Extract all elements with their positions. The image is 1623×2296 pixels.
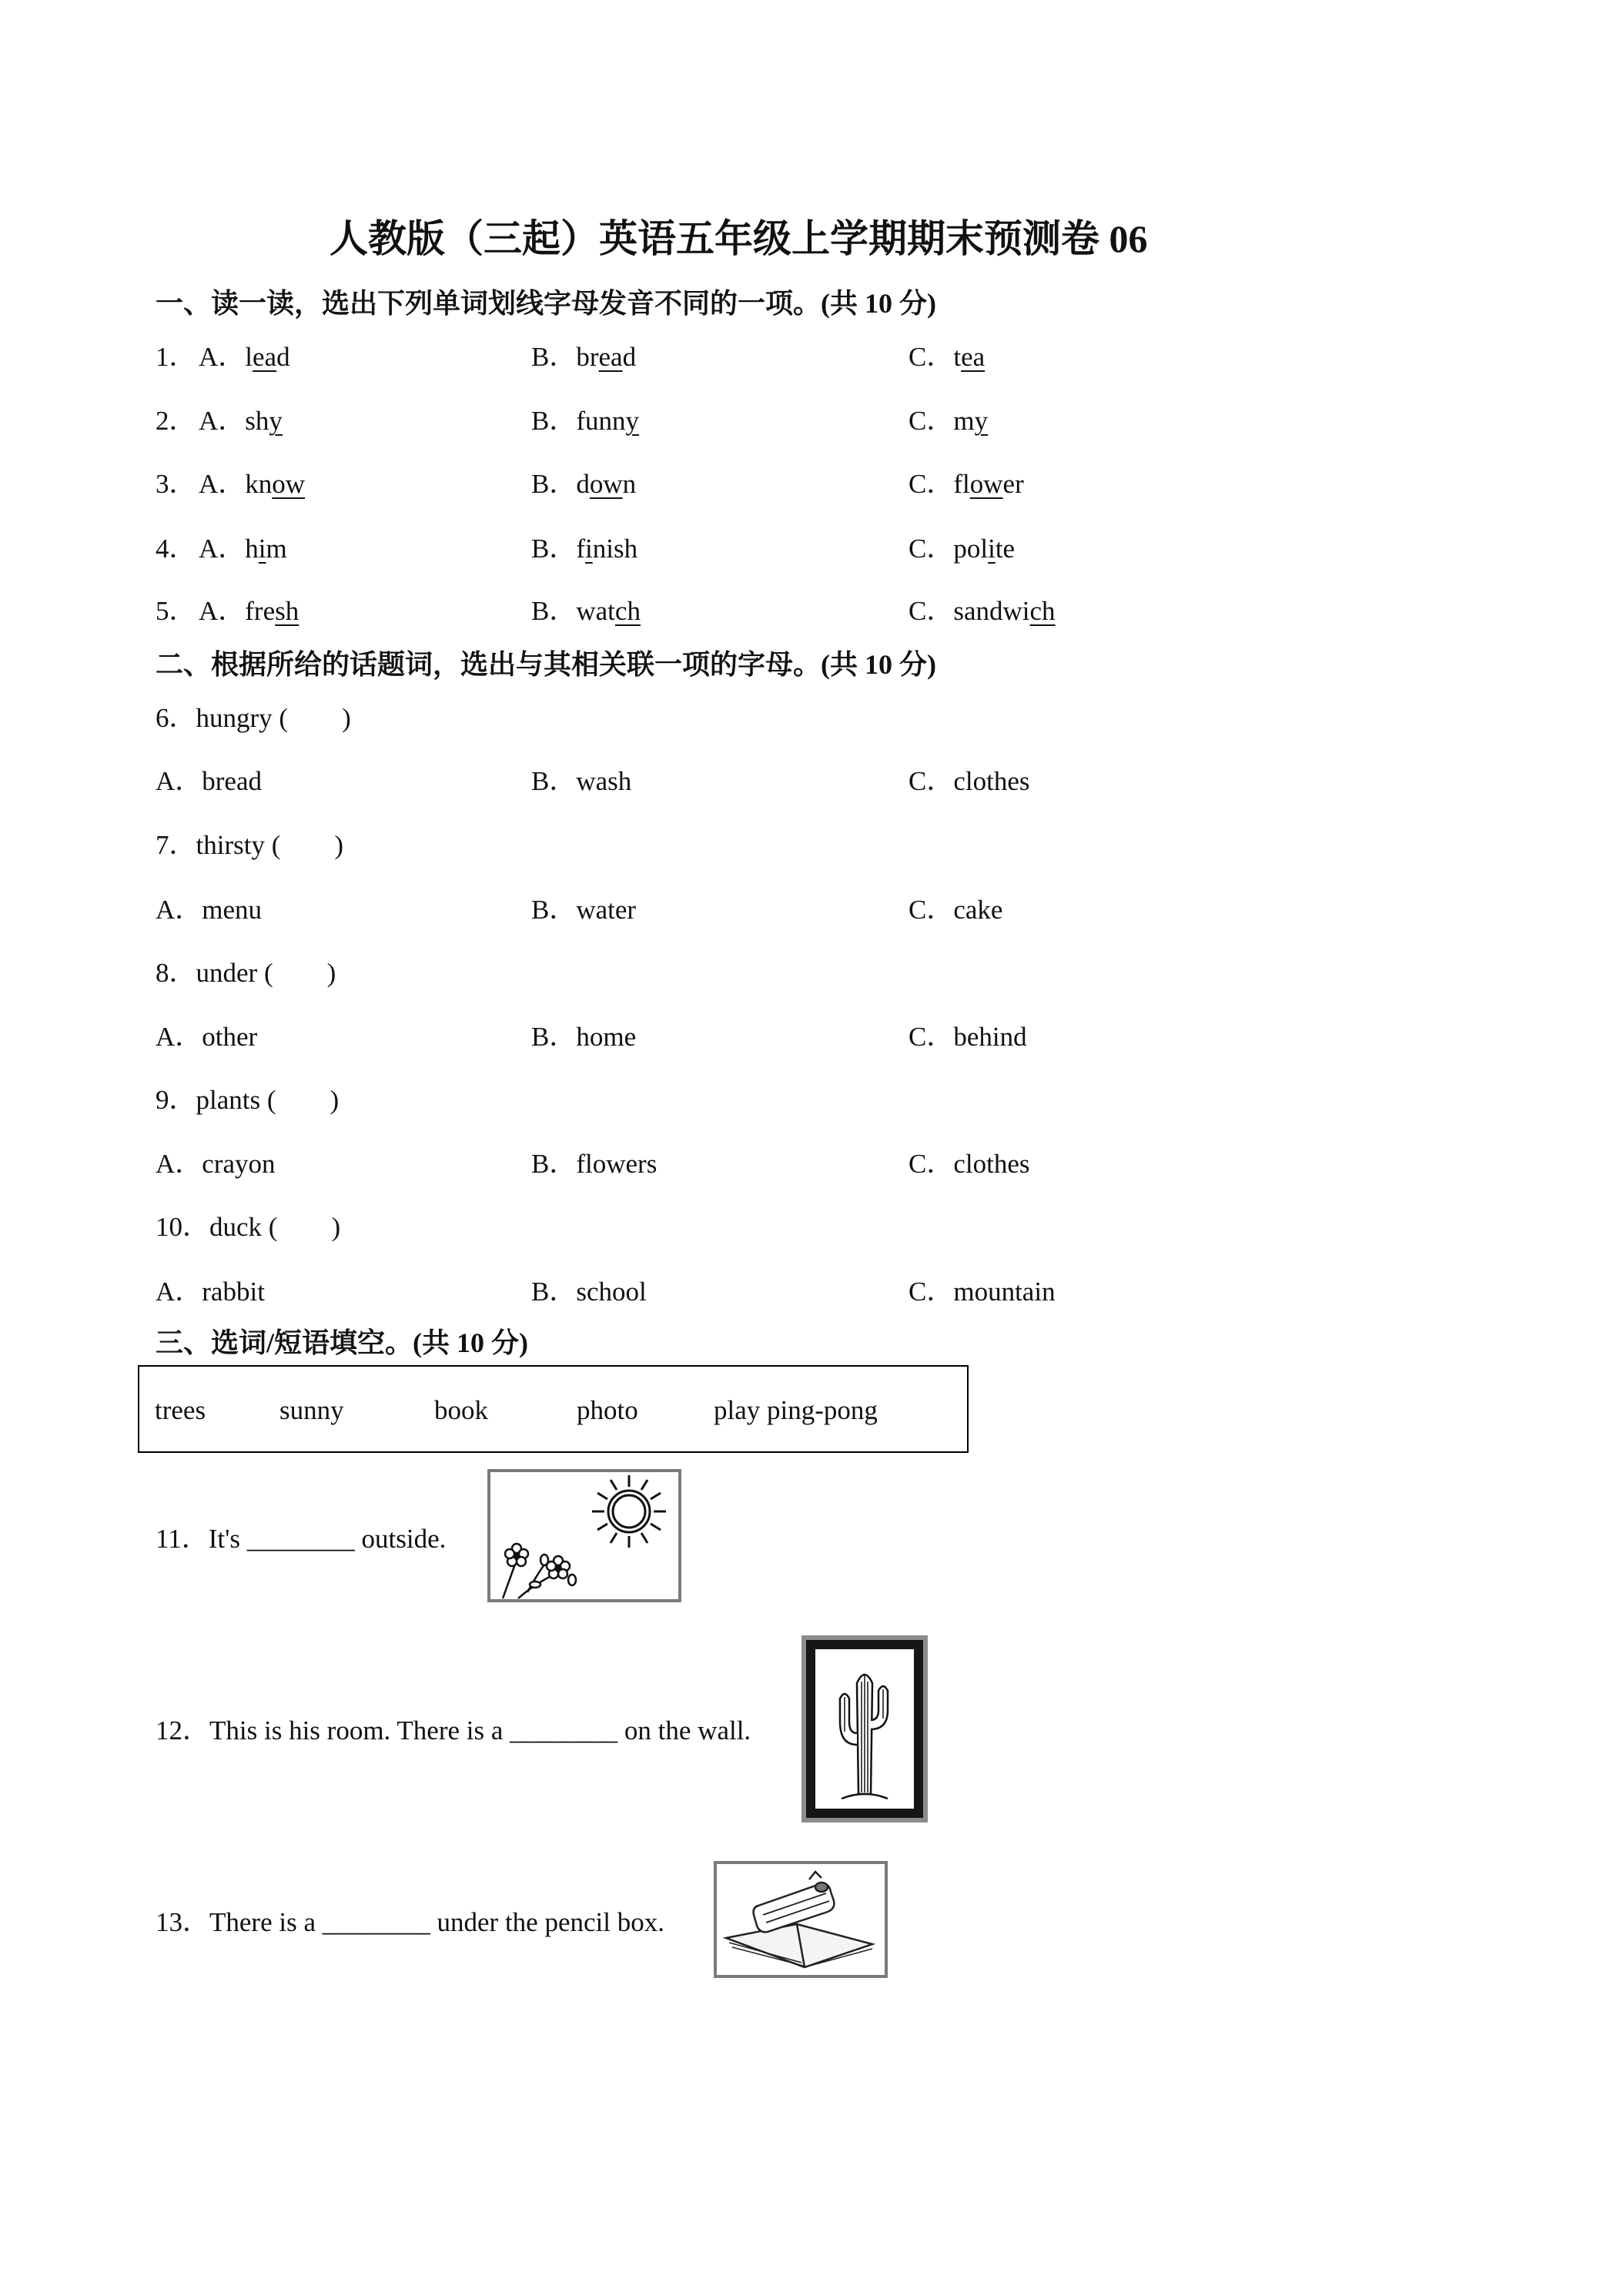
question-11: [156, 1525, 446, 1553]
option-letter: B．: [531, 342, 577, 372]
question-number: 8．: [156, 958, 196, 988]
q5-option-a: [199, 597, 299, 625]
option-letter: A．: [199, 534, 246, 564]
q5-option-b: [531, 597, 641, 625]
q8-option-a: [156, 1023, 257, 1051]
underlined-letters: y: [269, 406, 283, 436]
word-part: funn: [576, 406, 626, 436]
option-letter: C．: [909, 895, 954, 925]
option-letter: C．: [909, 342, 954, 372]
q9-option-b: [531, 1150, 657, 1178]
option-letter: A．: [199, 596, 246, 626]
word-part: m: [266, 534, 287, 564]
question-number: 7．: [156, 830, 196, 860]
word-part: sandwi: [953, 596, 1030, 626]
question-number: 10．: [156, 1212, 210, 1242]
option-letter: A．: [199, 406, 246, 436]
underlined-letters: ea: [253, 342, 277, 372]
option-letter: C．: [909, 1277, 954, 1307]
word-part: kn: [245, 469, 273, 499]
question-9-stem: [156, 1086, 339, 1114]
q2-option-b: [531, 407, 639, 435]
q1-option-b: [531, 343, 636, 371]
underlined-letters: sh: [275, 596, 300, 626]
question-number: 4．: [156, 534, 196, 564]
sentence-with-blank: There is a ________ under the pencil box.: [209, 1907, 664, 1937]
question-10-stem: [156, 1213, 340, 1241]
question-number: 12．: [156, 1715, 210, 1745]
word-part: n: [622, 469, 637, 499]
underlined-letters: ch: [614, 596, 641, 626]
q7-option-c: [909, 896, 1002, 924]
word-part: d: [622, 342, 637, 372]
option-letter: A．: [156, 895, 202, 925]
option-letter: C．: [909, 1022, 954, 1052]
word-part: fre: [245, 596, 276, 626]
question-12: [156, 1717, 751, 1745]
option-letter: B．: [531, 1022, 577, 1052]
q10-option-c: [909, 1278, 1056, 1306]
word-part: f: [576, 534, 586, 564]
underlined-letters: i: [988, 534, 996, 564]
underlined-letters: y: [974, 406, 989, 436]
option-letter: A．: [156, 1277, 202, 1307]
word-part: sh: [245, 406, 269, 436]
q9-option-a: [156, 1150, 276, 1178]
underlined-letters: y: [625, 406, 640, 436]
option-word: clothes: [953, 1149, 1030, 1179]
underlined-letters: ch: [1029, 596, 1056, 626]
topic-word: under ( ): [196, 958, 336, 988]
option-letter: B．: [531, 596, 577, 626]
option-letter: B．: [531, 895, 577, 925]
question-13: [156, 1909, 664, 1936]
option-letter: C．: [909, 406, 954, 436]
word-bank-item: photo: [577, 1395, 638, 1425]
option-word: menu: [202, 895, 263, 925]
q8-option-b: [531, 1023, 636, 1051]
option-letter: C．: [909, 534, 954, 564]
question-number: 2．: [156, 406, 196, 436]
option-word: clothes: [953, 766, 1030, 796]
underlined-letters: ow: [969, 469, 1003, 499]
word-bank-item: trees: [155, 1395, 206, 1425]
option-word: school: [576, 1277, 647, 1307]
underlined-letters: ea: [961, 342, 986, 372]
option-letter: B．: [531, 469, 577, 499]
option-word: cake: [953, 895, 1003, 925]
option-word: crayon: [202, 1149, 276, 1179]
q9-option-c: [909, 1150, 1030, 1178]
word-part: fl: [953, 469, 970, 499]
q4-option-b: [531, 535, 637, 563]
q4-option-c: [909, 535, 1015, 563]
framed-photo-picture: [801, 1635, 928, 1822]
option-letter: C．: [909, 1149, 954, 1179]
question-number: 11．: [156, 1524, 209, 1554]
q8-option-c: [909, 1023, 1027, 1051]
underlined-letters: ea: [598, 342, 623, 372]
option-letter: C．: [909, 766, 954, 796]
word-bank-item: play ping-pong: [714, 1395, 878, 1425]
sunny-picture: [487, 1469, 681, 1602]
option-word: behind: [953, 1022, 1027, 1052]
q7-option-b: [531, 896, 636, 924]
word-part: t: [953, 342, 962, 372]
question-number: 5．: [156, 596, 196, 626]
word-part: d: [276, 342, 290, 372]
option-letter: B．: [531, 406, 577, 436]
word-part: d: [576, 469, 590, 499]
section2-heading: 二、根据所给的话题词，选出与其相关联一项的字母。(共 10 分): [156, 649, 936, 680]
option-letter: C．: [909, 469, 954, 499]
option-word: flowers: [576, 1149, 658, 1179]
topic-word: plants ( ): [196, 1085, 340, 1115]
word-part: l: [245, 342, 253, 372]
word-part: m: [953, 406, 975, 436]
option-letter: C．: [909, 596, 954, 626]
q10-option-b: [531, 1278, 647, 1306]
q2-option-c: [909, 407, 988, 435]
word-bank-item: sunny: [279, 1395, 344, 1425]
option-letter: A．: [156, 766, 202, 796]
question-number: 1．: [156, 342, 196, 372]
option-word: home: [576, 1022, 637, 1052]
q1-option-c: [909, 343, 985, 371]
option-letter: B．: [531, 534, 577, 564]
q3-option-c: [909, 470, 1024, 498]
question-number: 6．: [156, 703, 196, 733]
word-part: te: [995, 534, 1016, 564]
word-part: nish: [592, 534, 638, 564]
option-word: other: [202, 1022, 258, 1052]
q2-option-a: [199, 407, 283, 435]
underlined-letters: ow: [272, 469, 306, 499]
option-letter: A．: [156, 1149, 202, 1179]
q3-option-a: [199, 470, 305, 498]
q7-option-a: [156, 896, 262, 924]
q6-option-c: [909, 768, 1030, 795]
underlined-letters: i: [258, 534, 266, 564]
q10-option-a: [156, 1278, 265, 1306]
word-part: pol: [953, 534, 989, 564]
word-part: br: [576, 342, 599, 372]
option-letter: A．: [156, 1022, 202, 1052]
topic-word: duck ( ): [209, 1212, 341, 1242]
option-word: bread: [202, 766, 263, 796]
option-letter: B．: [531, 1149, 577, 1179]
question-8-stem: [156, 959, 336, 987]
option-letter: A．: [199, 469, 246, 499]
word-part: wat: [576, 596, 615, 626]
option-word: wash: [576, 766, 632, 796]
question-number: 13．: [156, 1907, 210, 1937]
option-word: water: [576, 895, 637, 925]
section1-heading: 一、读一读，选出下列单词划线字母发音不同的一项。(共 10 分): [156, 288, 936, 319]
question-number: 9．: [156, 1085, 196, 1115]
topic-word: thirsty ( ): [196, 830, 344, 860]
option-letter: A．: [199, 342, 246, 372]
underlined-letters: i: [585, 534, 593, 564]
page-title: 人教版（三起）英语五年级上学期期末预测卷 06: [330, 217, 1148, 260]
question-6-stem: [156, 705, 351, 732]
word-part: er: [1002, 469, 1024, 499]
question-number: 3．: [156, 469, 196, 499]
topic-word: hungry ( ): [196, 703, 351, 733]
q1-option-a: [199, 343, 290, 371]
sentence-with-blank: It's ________ outside.: [208, 1524, 447, 1554]
option-letter: B．: [531, 766, 577, 796]
q6-option-b: [531, 768, 631, 795]
option-letter: B．: [531, 1277, 577, 1307]
q3-option-b: [531, 470, 636, 498]
q5-option-c: [909, 597, 1056, 625]
option-word: rabbit: [202, 1277, 265, 1307]
question-7-stem: [156, 832, 343, 859]
underlined-letters: ow: [589, 469, 623, 499]
q6-option-a: [156, 768, 262, 795]
word-part: h: [245, 534, 259, 564]
book-under-pencil-box-picture: [714, 1861, 888, 1978]
section3-heading: 三、选词/短语填空。(共 10 分): [156, 1327, 528, 1358]
q4-option-a: [199, 535, 287, 563]
option-word: mountain: [953, 1277, 1056, 1307]
sentence-with-blank: This is his room. There is a ________ on the wall.: [209, 1715, 751, 1745]
word-bank-item: book: [434, 1395, 488, 1425]
